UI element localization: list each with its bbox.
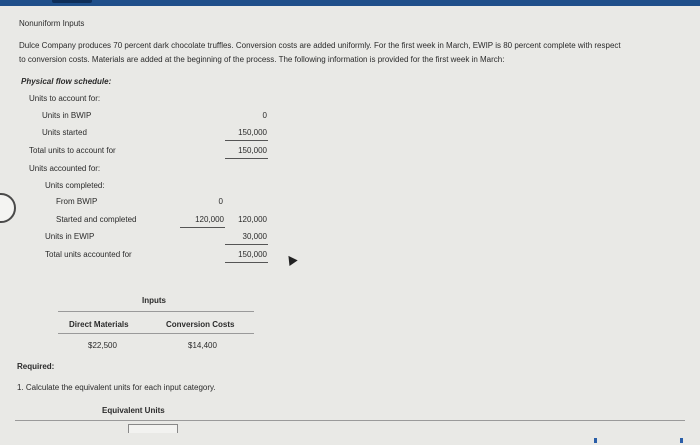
- units-in-bwip-value: 0: [262, 111, 267, 120]
- units-to-account-for-label: Units to account for:: [29, 94, 101, 103]
- started-and-completed-value: 120,000: [195, 215, 224, 224]
- started-and-completed-label: Started and completed: [56, 215, 137, 224]
- inputs-top-rule: [58, 311, 254, 312]
- total-units-to-account-label: Total units to account for: [29, 146, 116, 155]
- units-completed-label: Units completed:: [45, 181, 105, 190]
- side-nav-button[interactable]: [0, 193, 16, 223]
- problem-title: Nonuniform Inputs: [19, 19, 85, 28]
- top-toolbar: [0, 0, 700, 6]
- mouse-cursor-icon: [284, 253, 297, 266]
- required-item-1: 1. Calculate the equivalent units for each input category.: [17, 383, 216, 392]
- conversion-costs-value: $14,400: [188, 341, 217, 350]
- total-units-to-account-value: 150,000: [238, 146, 267, 155]
- toolbar-tab[interactable]: [52, 0, 92, 3]
- total-units-accounted-label: Total units accounted for: [45, 250, 132, 259]
- direct-materials-header: Direct Materials: [69, 320, 129, 329]
- units-in-ewip-value: 30,000: [242, 232, 267, 241]
- problem-intro-line1: Dulce Company produces 70 percent dark chocolate truffles. Conversion costs are added uniformly. For the first week in March, EWIP is 80 percent complete with respect: [19, 41, 621, 50]
- units-started-underline: [225, 140, 268, 141]
- inputs-heading: Inputs: [142, 296, 166, 305]
- required-heading: Required:: [17, 362, 55, 371]
- units-accounted-for-label: Units accounted for:: [29, 164, 101, 173]
- ewip-underline: [225, 244, 268, 245]
- inputs-header-rule: [58, 333, 254, 334]
- equivalent-units-rule: [15, 420, 685, 421]
- schedule-heading: Physical flow schedule:: [21, 77, 112, 86]
- total-accounted-underline: [225, 262, 268, 263]
- units-completed-total-value: 120,000: [238, 215, 267, 224]
- total-to-account-underline: [225, 158, 268, 159]
- equivalent-units-label: Equivalent Units: [102, 406, 165, 415]
- equivalent-units-input[interactable]: [128, 424, 178, 433]
- from-bwip-value: 0: [218, 197, 223, 206]
- from-bwip-label: From BWIP: [56, 197, 98, 206]
- units-started-value: 150,000: [238, 128, 267, 137]
- units-in-ewip-label: Units in EWIP: [45, 232, 95, 241]
- direct-materials-value: $22,500: [88, 341, 117, 350]
- units-started-label: Units started: [42, 128, 87, 137]
- blue-mark-icon: [594, 438, 597, 443]
- conversion-costs-header: Conversion Costs: [166, 320, 235, 329]
- started-completed-underline: [180, 227, 225, 228]
- blue-mark-icon-2: [680, 438, 683, 443]
- total-units-accounted-value: 150,000: [238, 250, 267, 259]
- units-in-bwip-label: Units in BWIP: [42, 111, 92, 120]
- problem-intro-line2: to conversion costs. Materials are added at the beginning of the process. The following information is provided for the first week in March:: [19, 55, 505, 64]
